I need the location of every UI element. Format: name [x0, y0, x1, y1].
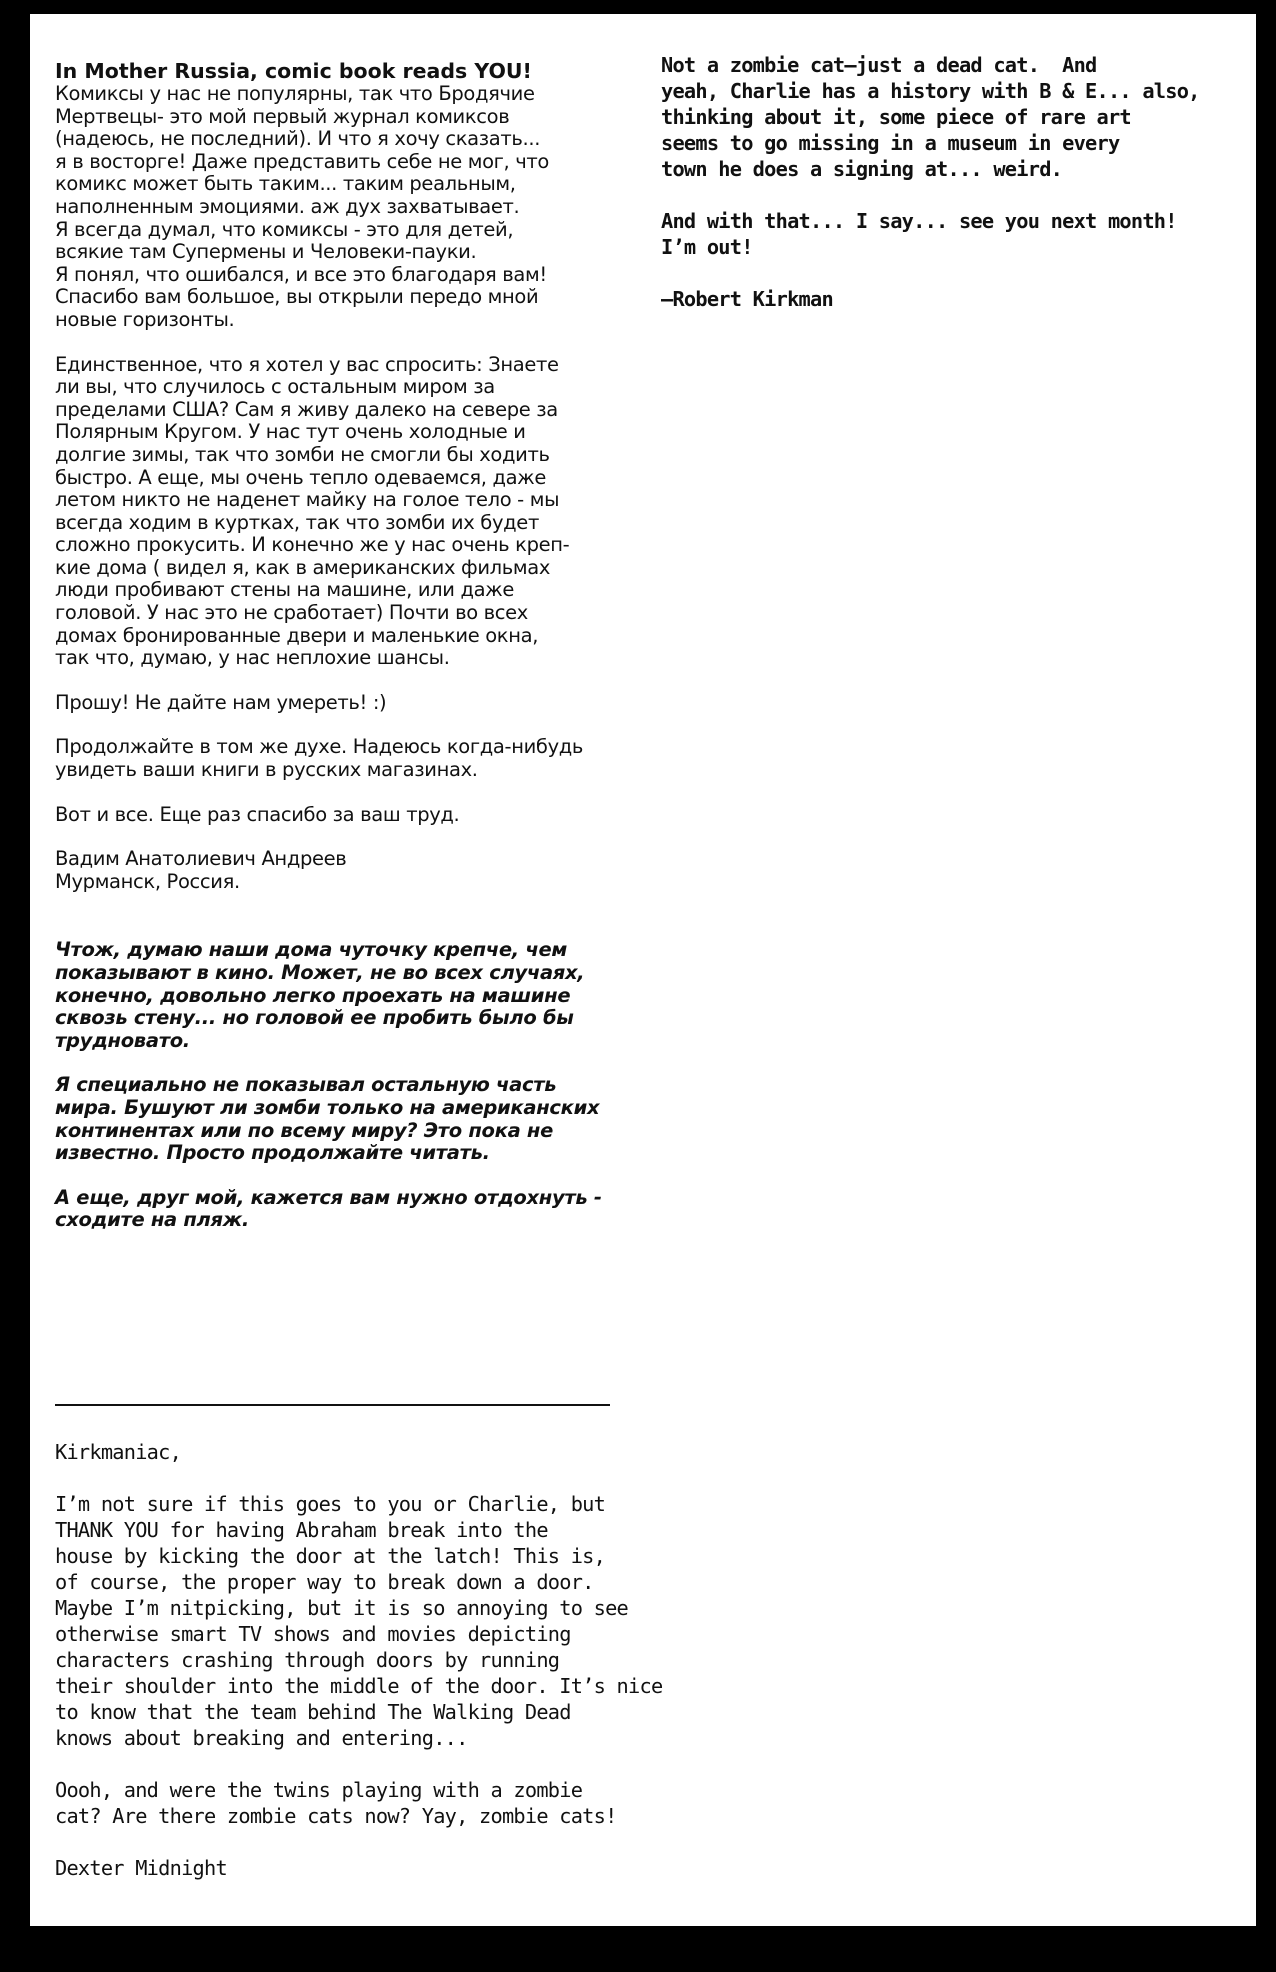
- reply-kirkmaniac-paragraph: And with that... I say... see you next month! I’m out!: [661, 209, 1177, 259]
- letter-kirkmaniac-signature: Dexter Midnight: [55, 1856, 227, 1880]
- letters-page: [30, 14, 1256, 1926]
- letter-russia-paragraph: Вот и все. Еще раз спасибо за ваш труд.: [55, 802, 460, 826]
- letter-russia-paragraph: Продолжайте в том же духе. Надеюсь когда-нибудь увидеть ваши книги в русских магазинах.: [55, 735, 584, 782]
- letter-russia-paragraph: Прошу! Не дайте нам умереть! :): [55, 690, 387, 714]
- letter-russia-paragraph: Комиксы у нас не популярны, так что Бродячие Мертвецы- это мой первый журнал комиксов (надеюсь, не последний). И что я хочу сказать... я в восторге! Даже представить себе не мог, что комикс может быть таким... таким реальным, наполненным эмоциями. аж дух захватывает. Я всегда думал, что комиксы - это для детей, всякие там Супермены и Человеки-пауки. Я понял, что ошибался, и все это благодаря вам! Спасибо вам большое, вы открыли передо мной новые горизонты.: [55, 82, 550, 331]
- letter-russia-column: [55, 59, 655, 1254]
- reply-spacer: [55, 915, 655, 939]
- letter-kirkmaniac-paragraph: Oooh, and were the twins playing with a zombie cat? Are there zombie cats now? Yay, zombie cats!: [55, 1778, 617, 1828]
- letter-kirkmaniac-salutation: Kirkmaniac,: [55, 1440, 182, 1464]
- letter-kirkmaniac-column: [55, 1439, 663, 1907]
- letter-kirkmaniac-paragraph: I’m not sure if this goes to you or Charlie, but THANK YOU for having Abraham break into the house by kicking the door at the latch! This is, of course, the proper way to break down a door. Maybe I’m nitpicking, but it is so annoying to see otherwise smart TV shows and movies depicting characters crashing through doors by running their shoulder into the middle of the door. It’s nice to know that the team behind The Walking Dead knows about breaking and entering...: [55, 1492, 663, 1750]
- letter-russia-reply: А еще, друг мой, кажется вам нужно отдохнуть - сходите на пляж.: [55, 1185, 602, 1232]
- letter-russia-signature: Вадим Анатолиевич Андреев Мурманск, Россия.: [55, 847, 347, 893]
- letter-russia-reply: Я специально не показывал остальную часть мира. Бушуют ли зомби только на американских континентах или по всему миру? Это пока не известно. Просто продолжайте читать.: [55, 1073, 600, 1165]
- reply-kirkmaniac-paragraph: Not a zombie cat—just a dead cat. And yeah, Charlie has a history with B & E... also, thinking about it, some piece of rare art seems to go missing in a museum in every town he does a signing at... weird.: [661, 53, 1200, 181]
- reply-kirkmaniac-column: [661, 52, 1241, 338]
- reply-signature: —Robert Kirkman: [661, 287, 833, 311]
- letter-russia-reply: Чтож, думаю наши дома чуточку крепче, чем показывают в кино. Может, не во всех случаях, конечно, довольно легко проехать на машине сквозь стену... но головой ее пробить было бы трудновато.: [55, 938, 585, 1052]
- letter-russia-paragraph: Единственное, что я хотел у вас спросить: Знаете ли вы, что случилось с остальным миром за пределами США? Сам я живу далеко на севере за Полярным Кругом. У нас тут очень холодные и долгие зимы, так что зомби не смогли бы ходить быстро. А еще, мы очень тепло одеваемся, даже летом никто не наденет майку на голое тело - мы всегда ходим в куртках, так что зомби их будет сложно прокусить. И конечно же у нас очень креп- кие дома ( видел я, как в американских фильмах люди пробивают стены на машине, или даже головой. У нас это не сработает) Почти во всех домах бронированные двери и маленькие окна, так что, думаю, у нас неплохие шансы.: [55, 352, 570, 670]
- letter-russia-heading: In Mother Russia, comic book reads YOU!: [55, 59, 532, 83]
- letter-divider: [55, 1404, 610, 1406]
